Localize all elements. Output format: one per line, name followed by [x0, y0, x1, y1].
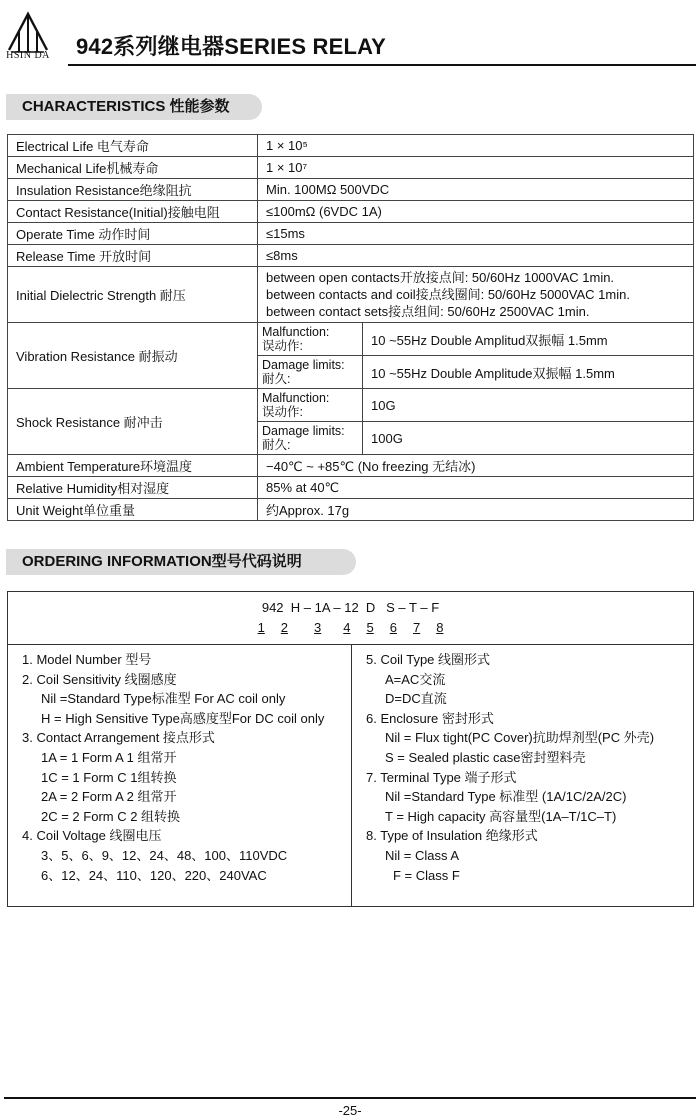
ordering-item: 7. Terminal Type 端子形式: [366, 769, 517, 785]
code-position: 5: [366, 620, 374, 635]
page-number: -25-: [338, 1103, 362, 1118]
ordering-item: 4. Coil Voltage 线圈电压: [22, 828, 162, 844]
ordering-box: [7, 591, 694, 907]
page-title: 942系列继电器SERIES RELAY: [76, 34, 387, 59]
footer-rule: [4, 1097, 696, 1099]
row-label: Mechanical Life机械寿命: [8, 157, 258, 179]
row-label: Contact Resistance(Initial)接触电阻: [8, 201, 258, 223]
table-row: [8, 245, 694, 267]
row-value: Min. 100MΩ 500VDC: [258, 179, 694, 201]
ordering-left-column: [22, 650, 352, 885]
ordering-item: A=AC交流: [385, 671, 446, 687]
row-value: 100G: [363, 422, 694, 455]
ordering-item: 3、5、6、9、12、24、48、100、110VDC: [41, 847, 288, 863]
model-code: 942 H – 1A – 12 D S – T – F: [261, 600, 440, 615]
row-value: ≤15ms: [258, 223, 694, 245]
row-label: Ambient Temperature环境温度: [8, 455, 258, 477]
sub-label: [258, 323, 363, 356]
table-row: [8, 455, 694, 477]
table-row: [8, 223, 694, 245]
ordering-item: 1. Model Number 型号: [22, 652, 152, 667]
table-row: [8, 323, 694, 356]
sub-label: [258, 389, 363, 422]
table-row: [8, 179, 694, 201]
ordering-item: 6. Enclosure 密封形式: [366, 710, 494, 726]
ordering-item: Nil =Standard Type 标准型 (1A/1C/2A/2C): [385, 789, 627, 805]
ordering-item: 2. Coil Sensitivity 线圈感度: [22, 671, 177, 687]
ordering-item: 6、12、24、110、120、220、240VAC: [41, 867, 267, 883]
row-value: ≤100mΩ (6VDC 1A): [258, 201, 694, 223]
ordering-item: Nil =Standard Type标准型 For AC coil only: [41, 691, 286, 707]
ordering-item: H = High Sensitive Type高感度型For DC coil only: [41, 710, 325, 726]
sub-label-en: Malfunction:: [262, 325, 330, 339]
ordering-item: Nil = Class A: [385, 847, 460, 863]
table-row: [8, 477, 694, 499]
row-label: Insulation Resistance绝缘阻抗: [8, 179, 258, 201]
ordering-item: 8. Type of Insulation 绝缘形式: [366, 828, 538, 844]
sub-label-cn: 误动作:: [262, 405, 303, 419]
sub-label: [258, 356, 363, 389]
ordering-item: 3. Contact Arrangement 接点形式: [22, 730, 215, 746]
row-label: Unit Weight单位重量: [8, 499, 258, 521]
code-position-numbers: [8, 620, 693, 635]
ordering-item: Nil = Flux tight(PC Cover)抗助焊剂型(PC 外壳): [385, 730, 655, 746]
row-value: 10 ~55Hz Double Amplitude双振幅 1.5mm: [363, 356, 694, 389]
ordering-item: S = Sealed plastic case密封塑料壳: [385, 749, 586, 765]
code-position: 7: [412, 620, 421, 635]
table-row: [8, 157, 694, 179]
sub-label-cn: 误动作:: [262, 339, 303, 353]
characteristics-table: [7, 134, 694, 521]
code-position: 6: [389, 620, 397, 635]
row-value: [258, 267, 694, 323]
dielectric-line: between contacts and coil接点线圈间: 50/60Hz 5000VAC 1min.: [266, 287, 630, 302]
row-value: 85% at 40℃: [258, 477, 694, 499]
row-value: 约Approx. 17g: [258, 499, 694, 521]
dielectric-line: between contact sets接点组间: 50/60Hz 2500VAC 1min.: [266, 304, 590, 319]
table-row: [8, 499, 694, 521]
ordering-item: F = Class F: [393, 867, 460, 883]
sub-label-en: Damage limits:: [262, 424, 345, 438]
row-value: 10 ~55Hz Double Amplitud双振幅 1.5mm: [363, 323, 694, 356]
ordering-heading: ORDERING INFORMATION型号代码说明: [6, 549, 356, 575]
code-position: 8: [436, 620, 444, 635]
table-row: [8, 389, 694, 422]
ordering-right-column: [366, 650, 691, 885]
sub-label-en: Malfunction:: [262, 391, 330, 405]
code-position: 1: [257, 620, 265, 635]
ordering-item: T = High capacity 高容量型(1A–T/1C–T): [385, 808, 617, 824]
code-position: 2: [280, 620, 289, 635]
row-label: Operate Time 动作时间: [8, 223, 258, 245]
ordering-item: 5. Coil Type 线圈形式: [366, 652, 491, 667]
dielectric-line: between open contacts开放接点间: 50/60Hz 1000VAC 1min.: [266, 270, 615, 285]
sub-label: [258, 422, 363, 455]
table-row: [8, 201, 694, 223]
header-rule: [68, 64, 696, 66]
row-value: 1 × 10⁷: [258, 157, 694, 179]
row-value: 10G: [363, 389, 694, 422]
ordering-item: 1A = 1 Form A 1 组常开: [41, 749, 177, 765]
ordering-item: 2A = 2 Form A 2 组常开: [41, 789, 177, 805]
row-label: Electrical Life 电气寿命: [8, 135, 258, 157]
ordering-item: D=DC直流: [385, 691, 447, 707]
characteristics-heading: CHARACTERISTICS 性能参数: [6, 94, 262, 120]
row-label: Relative Humidity相对湿度: [8, 477, 258, 499]
sub-label-cn: 耐久:: [262, 372, 291, 386]
code-position: 3: [314, 620, 322, 635]
ordering-item: 1C = 1 Form C 1组转换: [41, 769, 177, 785]
row-label: Initial Dielectric Strength 耐压: [8, 267, 258, 323]
row-label: Release Time 开放时间: [8, 245, 258, 267]
row-value: ≤8ms: [258, 245, 694, 267]
ordering-item: 2C = 2 Form C 2 组转换: [41, 808, 181, 824]
row-label: Vibration Resistance 耐振动: [8, 323, 258, 389]
table-row: [8, 135, 694, 157]
table-row: [8, 267, 694, 323]
code-position: 4: [343, 620, 351, 635]
row-value: −40℃ ~ +85℃ (No freezing 无结冰): [258, 455, 694, 477]
brand-name: HSIN DA: [6, 50, 50, 61]
row-value: 1 × 10⁵: [258, 135, 694, 157]
sub-label-en: Damage limits:: [262, 358, 345, 372]
sub-label-cn: 耐久:: [262, 438, 291, 452]
row-label: Shock Resistance 耐冲击: [8, 389, 258, 455]
